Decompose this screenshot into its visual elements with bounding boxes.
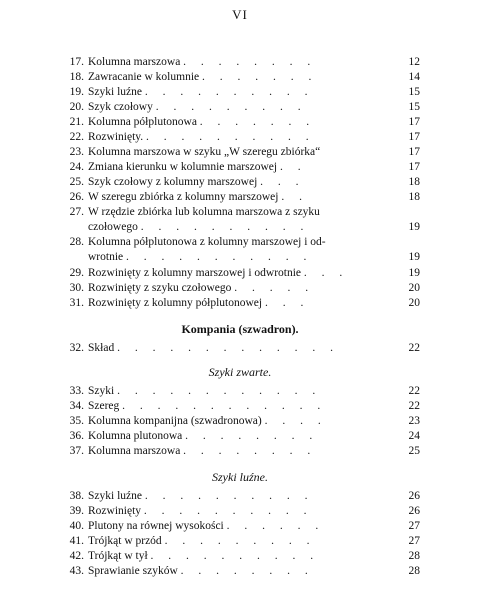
entry-title: Szyki luźne: [88, 490, 142, 502]
toc-row: [62, 100, 420, 115]
toc-row: [62, 489, 420, 504]
dot-leader: . . . . . . . .: [185, 430, 319, 442]
subsection-heading: Szyki zwarte.: [208, 365, 272, 379]
dot-leader: . . . . . . .: [199, 116, 316, 128]
entry-page: 27: [408, 535, 420, 547]
entry-page: 17: [408, 146, 420, 158]
entry-page: 20: [408, 297, 420, 309]
entry-number: 31.: [69, 297, 84, 309]
entry-number: 41.: [69, 535, 84, 547]
dot-leader: . .: [281, 191, 308, 203]
toc-row: [62, 235, 420, 250]
toc-row: [62, 519, 420, 534]
entry-number: 22.: [69, 131, 84, 143]
entry-page: 19: [408, 221, 420, 233]
toc-entry-32: [62, 341, 420, 356]
toc-row: [62, 341, 420, 356]
entry-page: 22: [408, 342, 420, 354]
toc-group-2: [62, 266, 420, 311]
entry-title: Plutony na równej wysokości: [88, 520, 224, 532]
toc-row: [62, 205, 420, 220]
toc-row: [62, 504, 420, 519]
toc-row: [62, 384, 420, 399]
entry-page: 14: [408, 71, 420, 83]
dot-leader: . . . . . . . . . .: [140, 221, 310, 233]
toc-row: [62, 160, 420, 175]
entry-number: 38.: [69, 490, 84, 502]
entry-title: W szeregu zbiórka z kolumny marszowej: [88, 191, 279, 203]
toc-row: [62, 175, 420, 190]
toc-row: [62, 115, 420, 130]
toc-row: [62, 70, 420, 85]
toc-row: [62, 145, 420, 160]
dot-leader: . . . . . . . .: [183, 56, 317, 68]
entry-title-continued: wrotnie: [88, 251, 124, 263]
toc-group-1: [62, 55, 420, 205]
toc-row: [62, 190, 420, 205]
toc-row: [62, 85, 420, 100]
entry-page: 25: [408, 445, 420, 457]
entry-title: Trójkąt w tył: [88, 550, 148, 562]
entry-title: Kolumna plutonowa: [88, 430, 183, 442]
entry-title: Rozwinięty z szyku czołowego: [88, 282, 232, 294]
entry-page: 18: [408, 191, 420, 203]
dot-leader: . . . . . . . . . . .: [126, 251, 313, 263]
entry-title: Kolumna półplutonowa z kolumny marszowej i od-: [88, 236, 326, 248]
dot-leader: . . . . . . . . .: [164, 535, 316, 547]
dot-leader: . . .: [260, 176, 305, 188]
entry-page: 12: [408, 56, 420, 68]
dot-leader: . . . . . . . . . .: [150, 550, 320, 562]
entry-title: Szyk czołowy z kolumny marszowej: [88, 176, 258, 188]
entry-page: 17: [408, 161, 420, 173]
entry-page: 22: [408, 400, 420, 412]
toc-group-4: [62, 489, 420, 579]
toc-row: [62, 296, 420, 311]
entry-title: W rzędzie zbiórka lub kolumna marszowa z szyku: [88, 206, 320, 218]
entry-number: 37.: [69, 445, 84, 457]
entry-title: Trójkąt w przód: [88, 535, 162, 547]
toc-group-3: [62, 384, 420, 459]
entry-number: 29.: [69, 267, 84, 279]
entry-page: 19: [408, 251, 420, 263]
dot-leader: . . . . . . . . . . . .: [122, 400, 327, 412]
entry-title: Szereg: [88, 400, 120, 412]
toc-entry-28: [62, 235, 420, 265]
entry-page: 28: [408, 550, 420, 562]
entry-page: 27: [408, 520, 420, 532]
entry-title: Szyki: [88, 385, 115, 397]
dot-leader: . . .: [264, 297, 310, 309]
entry-page: 15: [408, 86, 420, 98]
toc-row: [62, 281, 420, 296]
entry-title: Rozwinięty: [88, 505, 142, 517]
entry-number: 43.: [69, 565, 84, 577]
toc-entry-27: [62, 205, 420, 235]
entry-title: Skład: [88, 342, 115, 354]
toc-row: [62, 399, 420, 414]
dot-leader: . . . . .: [234, 282, 315, 294]
dot-leader: . . . . . . . . . .: [144, 490, 314, 502]
entry-title: Rozwinięty z kolumny marszowej i odwrotnie: [88, 267, 302, 279]
entry-number: 17.: [69, 56, 84, 68]
entry-number: 30.: [69, 282, 84, 294]
entry-number: 25.: [69, 176, 84, 188]
entry-page: 17: [408, 131, 420, 143]
toc-row: [62, 564, 420, 579]
entry-title: Szyki luźne: [88, 86, 142, 98]
dot-leader: . . . . . . . . .: [155, 101, 307, 113]
entry-number: 18.: [69, 71, 84, 83]
entry-title: Kolumna marszowa: [88, 56, 181, 68]
toc-row-continuation: [62, 250, 420, 265]
dot-leader: . .: [279, 161, 307, 173]
toc-row: [62, 429, 420, 444]
entry-number: 40.: [69, 520, 84, 532]
dot-leader: . . . .: [264, 415, 327, 427]
entry-number: 20.: [69, 101, 84, 113]
entry-number: 34.: [69, 400, 84, 412]
toc-row-continuation: [62, 220, 420, 235]
dot-leader: . . . . . . .: [202, 71, 318, 83]
entry-number: 24.: [69, 161, 84, 173]
entry-number: 32.: [69, 342, 84, 354]
toc-row: [62, 414, 420, 429]
toc-row: [62, 266, 420, 281]
entry-title-continued: czołowego: [88, 221, 138, 233]
dot-leader: . . . . . .: [226, 520, 325, 532]
entry-number: 35.: [69, 415, 84, 427]
entry-page: 26: [408, 505, 420, 517]
entry-title: Kolumna półplutonowa: [88, 116, 197, 128]
entry-title: Sprawianie szyków: [88, 565, 178, 577]
entry-page: 17: [408, 116, 420, 128]
toc-row: [62, 549, 420, 564]
entry-title: Zawracanie w kolumnie: [88, 71, 200, 83]
section-heading: Kompania (szwadron).: [181, 322, 299, 336]
toc-row: [62, 444, 420, 459]
entry-page: 22: [408, 385, 420, 397]
entry-number: 39.: [69, 505, 84, 517]
dot-leader: . . . . . . . . . .: [143, 505, 313, 517]
entry-number: 28.: [69, 236, 84, 248]
entry-number: 26.: [69, 191, 84, 203]
entry-page: 19: [408, 267, 420, 279]
dot-leader: . . . . . . . .: [180, 565, 314, 577]
entry-page: 28: [408, 565, 420, 577]
entry-number: 21.: [69, 116, 84, 128]
entry-page: 26: [408, 490, 420, 502]
entry-page: 18: [408, 176, 420, 188]
entry-title: Kolumna marszowa w szyku „W szeregu zbiórka“: [88, 146, 321, 158]
entry-page: 20: [408, 282, 420, 294]
dot-leader: . . . . . . . . . . . .: [117, 385, 322, 397]
entry-number: 27.: [69, 206, 84, 218]
dot-leader: . . . . . . . .: [183, 445, 317, 457]
entry-number: 36.: [69, 430, 84, 442]
entry-number: 19.: [69, 86, 84, 98]
toc-row: [62, 55, 420, 70]
toc-row: [62, 130, 420, 145]
entry-title: Rozwinięty z kolumny półplutonowej: [88, 297, 263, 309]
entry-page: 15: [408, 101, 420, 113]
dot-leader: . . . . . . . . . . . . .: [117, 342, 339, 354]
subsection-heading: Szyki luźne.: [212, 470, 268, 484]
entry-title: Rozwinięty.: [88, 131, 144, 143]
entry-page: 24: [408, 430, 420, 442]
entry-title: Kolumna kompanijna (szwadronowa): [88, 415, 262, 427]
entry-title: Kolumna marszowa: [88, 445, 181, 457]
entry-title: Szyk czołowy: [88, 101, 153, 113]
entry-title: Zmiana kierunku w kolumnie marszowej: [88, 161, 278, 173]
entry-number: 33.: [69, 385, 84, 397]
dot-leader: . . .: [303, 267, 349, 279]
page-number: VI: [232, 7, 248, 22]
entry-number: 23.: [69, 146, 84, 158]
dot-leader: . . . . . . . . . .: [144, 86, 314, 98]
dot-leader: . . . . . . . . . .: [146, 131, 315, 143]
entry-page: 23: [408, 415, 420, 427]
entry-number: 42.: [69, 550, 84, 562]
toc-row: [62, 534, 420, 549]
